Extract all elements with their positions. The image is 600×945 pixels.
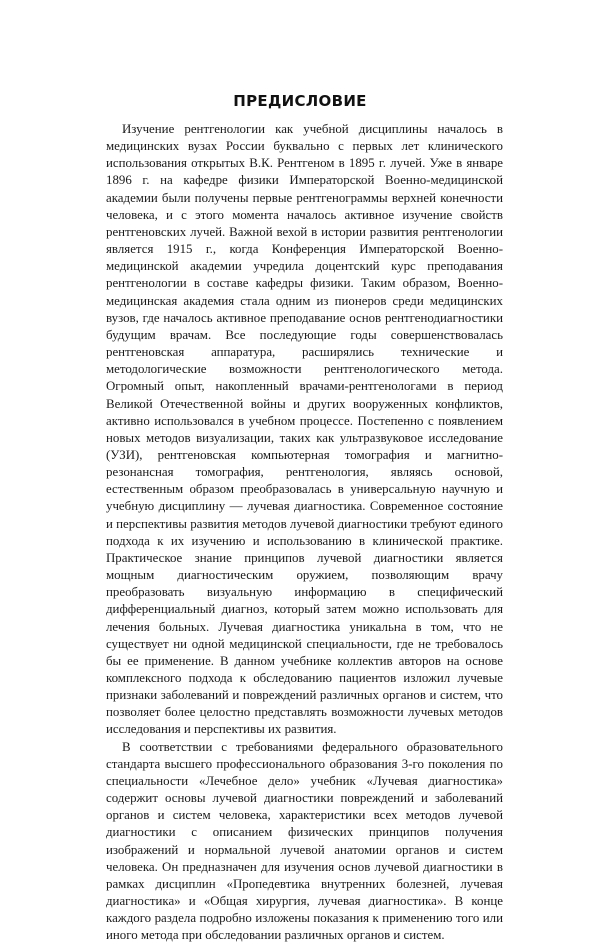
paragraph-history: Изучение рентгенологии как учебной дисциплины началось в медицинских вузах России буквально с первых лет клинического использования открытых В.К. Рентгеном в 1895 г. лучей. Уже в январе 1896 г. на кафедре физики Императорской Военно-медицинской академии были получены первые рентгенограммы верхней конечности человека, и с этого момента началось активное изучение свойств рентгеновских лучей. Важной вехой в истории развития рентгенологии является 1915 г., когда Конференция Императорской Военно-медицинской академии учредила доцентский курс преподавания рентгенологии в составе кафедры физики. Таким образом, Военно-медицинская академия стала одним из пионеров среди медицинских вузов, где началось активное преподавание основ рентгенодиагностики будущим врачам. Все последующие годы совершенствовалась рентгеновская аппаратура, расширялись технические и методологические возможности рентгенологического метода. Огромный опыт, накопленный врачами-рентгенологами в период Великой Отечественной войны и других вооруженных конфликтов, активно использовался в учебном процессе. Постепенно с появлением новых методов визуализации, таких как ультразвуковое исследование (УЗИ), рентгеновская компьютерная томография и магнитно-резонансная томография, рентгенология, являясь основой, естественным образом преобразовалась в универсальную научную и учебную дисциплину — лучевая диагностика. Современное состояние и перспективы развития методов лучевой диагностики требуют единого подхода к их изучению и использованию в клинической практике. Практическое знание принципов лучевой диагностики является мощным диагностическим оружием, позволяющим врачу преобразовать визуальную информацию в специфический дифференциальный диагноз, который затем можно использовать для лечения больных. Лучевая диагностика уникальна в том, что не существует ни одной медицинской специальности, где не требовалось бы ее применение. В данном учебнике коллектив авторов на основе комплексного подхода к обследованию пациентов изложил лучевые признаки заболеваний и повреждений различных органов и систем, что позволяет более целостно представлять возможности лучевых методов исследования и перспективы их развития. — [106, 122, 503, 737]
page-title: ПРЕДИСЛОВИЕ — [233, 92, 367, 110]
paragraph-standard: В соответствии с требованиями федерального образовательного стандарта высшего профессионального образования 3-го поколения по специальности «Лечебное дело» учебник «Лучевая диагностика» содержит основы лучевой диагностики повреждений и заболеваний органов и систем человека, характеристики всех методов лучевой диагностики с описанием физических принципов получения изображений и нормальной лучевой анатомии органов и систем человека. Он предназначен для изучения основ лучевой диагностики в рамках дисциплин «Пропедевтика внутренних болезней, лучевая диагностика» и «Общая хирургия, лучевая диагностика». В конце каждого раздела подробно изложены показания к применению того или иного метода при обследовании различных органов и систем. — [106, 739, 503, 943]
preface-body — [106, 121, 503, 945]
